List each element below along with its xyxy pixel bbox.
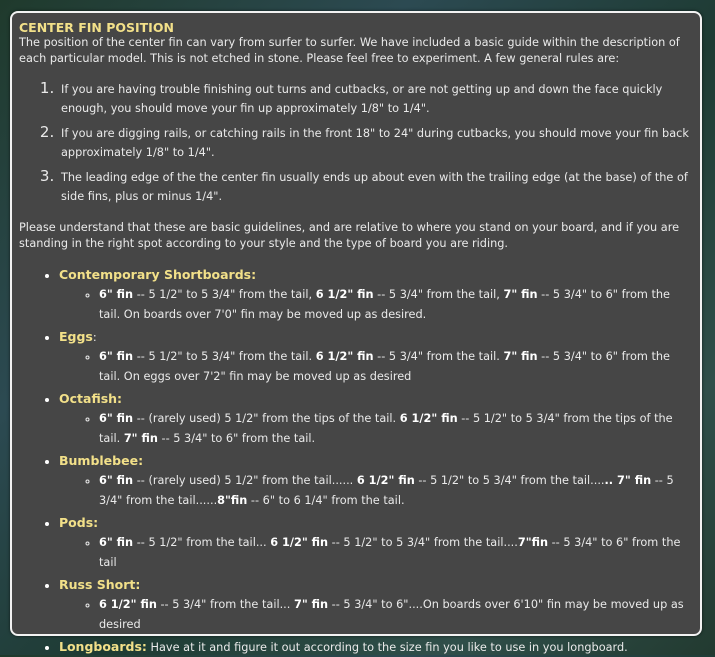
board-eggs: • Eggs: ◦ 6" fin -- 5 1/2" to 5 3/4" from the tail. 6 1/2" fin -- 5 3/4" from the tail. 7" fin -- 5 3/4" to 6" from the tail. On eggs over 7'2" fin may be moved up as desired (59, 327, 694, 387)
board-bumblebee (59, 451, 694, 511)
board-name: Russ Short: (59, 577, 141, 592)
longboards-note: Have at it and figure it out according to the size fin you like to use in you longboard. (146, 641, 628, 654)
fin-detail: ◦ 6" fin -- (rarely used) 5 1/2" from the tips of the tail. 6 1/2" fin -- 5 1/2" to 5 3/4" from the tips of the tail. 7" fin -- 5 3/4" to 6" from the tail. (99, 409, 694, 449)
rule-item: 1. If you are having trouble finishing out turns and cutbacks, or are not getting up and down the face quickly enough, you should move your fin up approximately 1/8" to 1/4". (59, 79, 694, 118)
board-name: Bumblebee: (59, 453, 144, 468)
fin-detail: ◦ 6 1/2" fin -- 5 3/4" from the tail... 7" fin -- 5 3/4" to 6"....On boards over 6'10" fin may be moved up as desired (99, 595, 694, 635)
fin-detail: ◦ 6" fin -- 5 1/2" to 5 3/4" from the tail, 6 1/2" fin -- 5 3/4" from the tail, 7" fin -- 5 3/4" to 6" from the tail. On boards over 7'0" fin may be moved up as desired. (99, 285, 694, 325)
board-longboards (59, 637, 694, 657)
board-name: Pods: (59, 515, 99, 530)
board-name: Longboards: (59, 639, 147, 654)
board-name: Contemporary Shortboards: (59, 267, 257, 282)
board-russ-short (59, 575, 694, 635)
rule-item: 2. If you are digging rails, or catching rails in the front 18" to 24" during cutbacks, you should move your fin back approximately 1/8" to 1/4". (59, 123, 694, 162)
section-title: CENTER FIN POSITION (19, 20, 174, 35)
guidelines-paragraph: Please understand that these are basic guidelines, and are relative to where you stand on your board, and if you are standing in the right spot according to your style and the type of board you are riding. (19, 221, 680, 250)
board-shortboards (59, 265, 694, 325)
board-types-list (19, 265, 694, 657)
board-octafish (59, 389, 694, 449)
board-name: Eggs (59, 329, 93, 344)
content-panel (10, 11, 702, 654)
rules-list (19, 79, 694, 206)
rule-item: 3. The leading edge of the the center fin usually ends up about even with the trailing edge (at the base) of the of side fins, plus or minus 1/4". (59, 167, 694, 206)
intro-paragraph: The position of the center fin can vary from surfer to surfer. We have included a basic guide within the description of each particular model. This is not etched in stone. Please feel free to experiment. A few general rules are: (19, 36, 680, 65)
fin-detail: ◦ 6" fin -- (rarely used) 5 1/2" from the tail...... 6 1/2" fin -- 5 1/2" to 5 3/4" from the tail...... 7" fin -- 5 3/4" from the tail......8"fin -- 6" to 6 1/4" from the tail. (99, 471, 694, 511)
fin-detail: ◦ 6" fin -- 5 1/2" to 5 3/4" from the tail. 6 1/2" fin -- 5 3/4" from the tail. 7" fin -- 5 3/4" to 6" from the tail. On eggs over 7'2" fin may be moved up as desired (99, 347, 694, 387)
board-pods (59, 513, 694, 573)
fin-detail: ◦ 6" fin -- 5 1/2" from the tail... 6 1/2" fin -- 5 1/2" to 5 3/4" from the tail....7"fin -- 5 3/4" to 6" from the tail (99, 533, 694, 573)
board-name: Octafish: (59, 391, 123, 406)
